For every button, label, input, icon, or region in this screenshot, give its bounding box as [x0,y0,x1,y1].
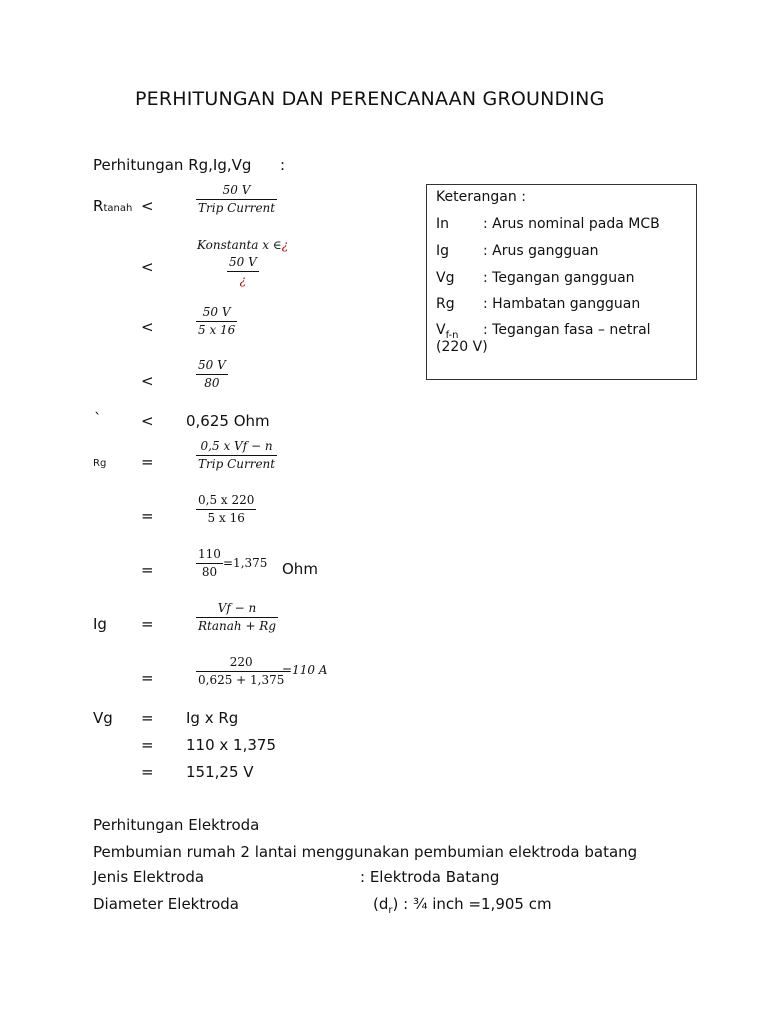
rtanah-op-5: < [141,412,154,430]
rg-fraction-1 [196,439,277,472]
legend-key-vfn-main: V [436,322,446,338]
rg-op-1: = [141,453,154,471]
fraction-numerator: 50 V [202,305,231,319]
rtanah-symbol: R [93,197,104,215]
ig-result: =110 A [282,663,328,677]
section-heading-colon: : [280,156,286,174]
rtanah-op-2: < [141,258,154,276]
fraction-denominator: Trip Current [198,201,276,215]
fraction-numerator: 50 V [198,358,226,372]
legend-key-in: In [436,216,450,232]
legend-heading: Keterangan : [436,189,526,205]
diameter-value-post: ) : ¾ inch =1,905 cm [392,895,552,913]
rg-op-3: = [141,561,154,579]
legend-desc-in: : Arus nominal pada MCB [483,216,660,232]
legend-desc-vg: : Tegangan gangguan [483,270,635,286]
fraction-denominator: 80 [204,376,220,390]
legend-key-vfn [436,322,459,341]
fraction-denominator: 80 [201,565,218,579]
ig-fraction-2 [196,655,286,688]
rtanah-subscript: tanah [103,203,133,214]
konstanta-text: Konstanta x ∈ [197,238,282,252]
vg-op-3: = [141,763,154,781]
section-heading-rg-ig-vg: Perhitungan Rg,Ig,Vg [93,156,252,174]
legend-key-vfn-sub: f-n [445,329,459,341]
rtanah-result-mark: ` [94,410,102,428]
fraction-bar [196,617,278,618]
vg-line-2: 110 x 1,375 [186,736,276,754]
ig-op-1: = [141,615,154,633]
legend-key-ig: Ig [436,243,450,259]
diameter-elektroda-value [373,895,552,916]
legend-desc-rg: : Hambatan gangguan [483,296,641,312]
fraction-numerator: 0,5 x Vf − n [200,439,273,453]
rtanah-op-3: < [141,318,154,336]
fraction-denominator: 5 x 16 [198,323,236,337]
error-mark: ¿ [281,238,289,252]
vg-line-1: Ig x Rg [186,709,239,727]
fraction-numerator: 110 [198,547,221,561]
rtanah-konstanta [197,238,288,252]
rg-label: Rg [93,458,107,469]
fraction-denominator: Trip Current [198,457,276,471]
fraction-denominator: Rtanah + Rg [198,619,277,633]
fraction-denominator: 0,625 + 1,375 [198,673,285,687]
diameter-value-pre: (d [373,895,389,913]
fraction-bar [196,374,228,375]
rtanah-fraction-1 [196,183,277,216]
rg-fraction-3 [196,547,223,580]
ig-label: Ig [93,615,107,633]
fraction-bar [196,671,286,672]
fraction-numerator: 50 V [229,255,257,269]
rg-result: =1,375 [223,556,268,570]
legend-desc-vfn: : Tegangan fasa – netral [483,322,651,338]
section-heading-elektroda: Perhitungan Elektroda [93,816,260,834]
fraction-numerator: Vf − n [217,601,257,615]
rtanah-result: 0,625 Ohm [186,412,270,430]
fraction-bar [196,509,256,510]
rtanah-op-1: < [141,197,154,215]
jenis-elektroda-label: Jenis Elektroda [93,868,205,886]
fraction-bar [227,271,259,272]
fraction-bar [196,563,223,564]
fraction-bar [196,455,277,456]
page-title: PERHITUNGAN DAN PERENCANAAN GROUNDING [135,88,605,110]
rg-fraction-2 [196,493,256,526]
rg-op-2: = [141,507,154,525]
fraction-bar [196,199,277,200]
ig-op-2: = [141,669,154,687]
elektroda-description: Pembumian rumah 2 lantai menggunakan pembumian elektroda batang [93,843,638,861]
fraction-bar [196,321,237,322]
fraction-numerator: 50 V [222,183,251,197]
fraction-denominator: ¿ [239,273,247,287]
rtanah-fraction-3 [196,305,237,338]
rtanah-label [93,197,132,215]
fraction-denominator: 5 x 16 [207,511,245,525]
fraction-numerator: 0,5 x 220 [198,493,255,507]
legend-box [426,184,697,380]
vg-op-2: = [141,736,154,754]
jenis-elektroda-value: : Elektroda Batang [360,868,500,886]
vg-label: Vg [93,709,113,727]
rg-unit: Ohm [282,560,318,578]
vg-line-3: 151,25 V [186,763,254,781]
legend-key-vg: Vg [436,270,455,286]
vg-op-1: = [141,709,154,727]
legend-desc-vfn-2: (220 V) [436,339,488,355]
ig-fraction-1 [196,601,278,634]
fraction-numerator: 220 [229,655,253,669]
rtanah-fraction-4 [196,358,228,391]
legend-desc-ig: : Arus gangguan [483,243,599,259]
legend-key-rg: Rg [436,296,455,312]
rtanah-fraction-2 [227,255,259,288]
diameter-value-sub: r [388,905,393,916]
rtanah-op-4: < [141,372,154,390]
diameter-elektroda-label: Diameter Elektroda [93,895,239,913]
